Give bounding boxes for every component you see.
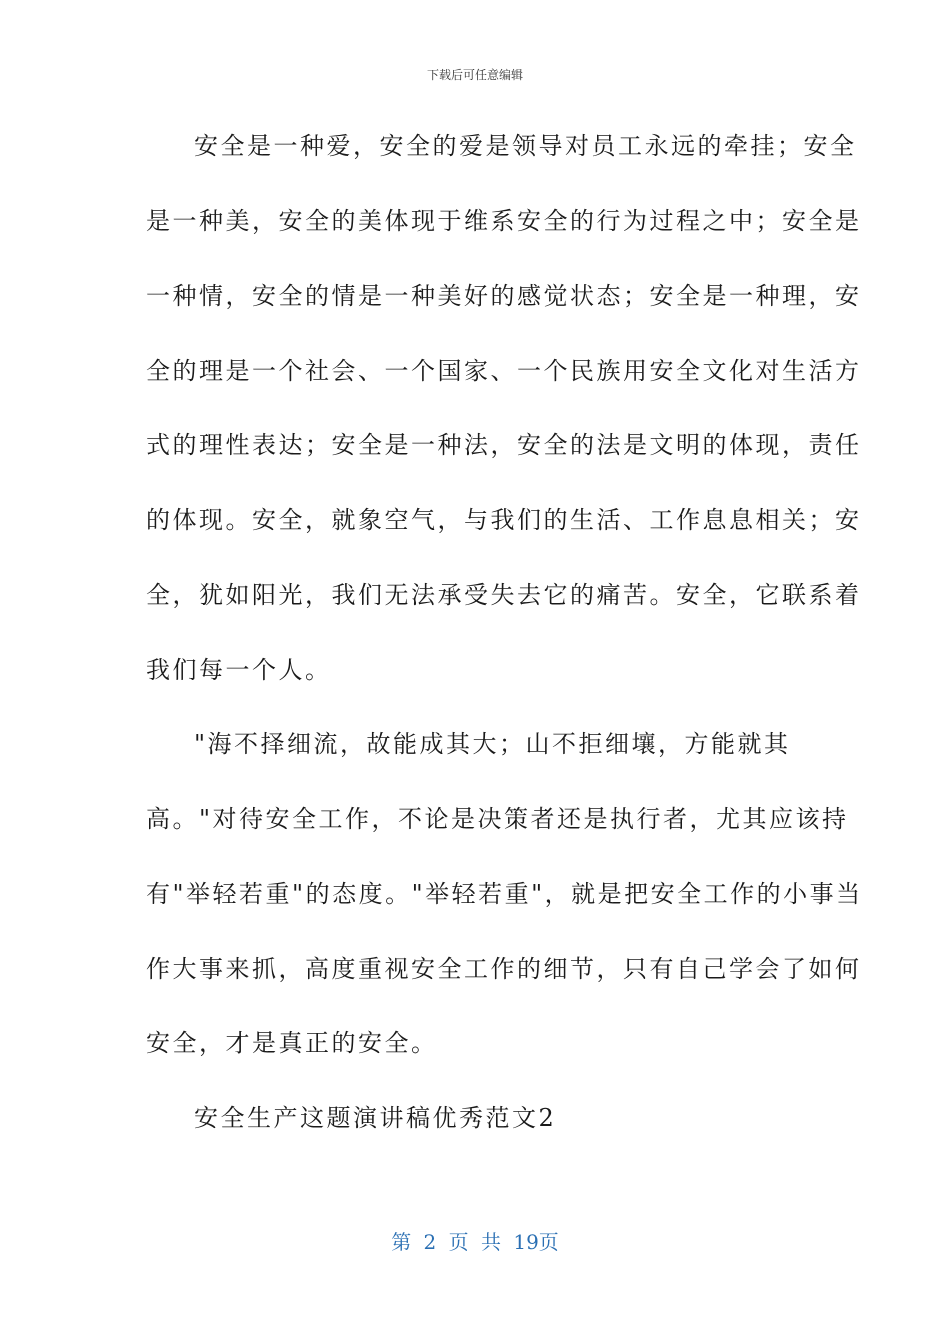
text-line: 作大事来抓，高度重视安全工作的细节，只有自己学会了如何: [146, 955, 862, 983]
text-line: 我们每一个人。: [146, 656, 332, 684]
text-line: 安全，才是真正的安全。: [146, 1029, 438, 1057]
text-line: "海不择细流，故能成其大；山不拒细壤，方能就其: [194, 730, 791, 758]
text-line: 安全是一种爱，安全的爱是领导对员工永远的牵挂；安全: [194, 132, 857, 160]
text-line: 高。"对待安全工作，不论是决策者还是执行者，尤其应该持: [146, 805, 849, 833]
text-line: 全，犹如阳光，我们无法承受失去它的痛苦。安全，它联系着: [146, 581, 862, 609]
text-line: 全的理是一个社会、一个国家、一个民族用安全文化对生活方: [146, 357, 862, 385]
text-line: 有"举轻若重"的态度。"举轻若重"，就是把安全工作的小事当: [146, 880, 863, 908]
page-footer: 第 2 页 共 19页: [391, 1230, 559, 1254]
page-header: 下载后可任意编辑: [426, 68, 523, 82]
text-line: 的体现。安全，就象空气，与我们的生活、工作息息相关；安: [146, 506, 862, 534]
text-line: 一种情，安全的情是一种美好的感觉状态；安全是一种理，安: [146, 282, 862, 310]
text-line: 是一种美，安全的美体现于维系安全的行为过程之中；安全是: [146, 207, 862, 235]
section-heading: 安全生产这题演讲稿优秀范文2: [194, 1104, 557, 1132]
text-line: 式的理性表达；安全是一种法，安全的法是文明的体现，责任: [146, 431, 862, 459]
